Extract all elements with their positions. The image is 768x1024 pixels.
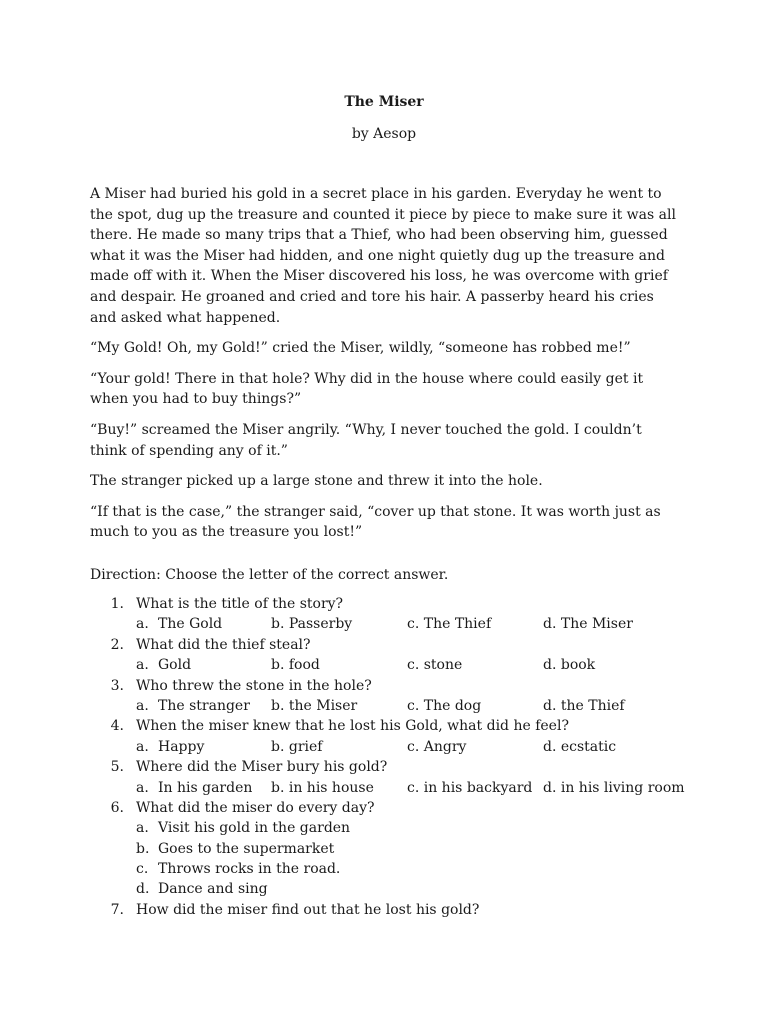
question-text: What did the miser do every day? bbox=[136, 799, 375, 816]
choice-row bbox=[0, 778, 768, 798]
question-row bbox=[0, 635, 768, 655]
story-paragraph: “Your gold! There in that hole? Why did in the house where could easily get it when you had to buy things?” bbox=[90, 370, 644, 408]
question-item bbox=[0, 594, 768, 635]
choice-b: b. food bbox=[271, 657, 320, 674]
choice-a: Happy bbox=[158, 738, 205, 755]
choice-c: c. in his backyard bbox=[407, 779, 533, 796]
choice-b: b. grief bbox=[271, 738, 323, 755]
question-text: Where did the Miser bury his gold? bbox=[136, 759, 388, 776]
question-item bbox=[0, 798, 768, 900]
choice-b: b. in his house bbox=[271, 779, 374, 796]
story-paragraph: “If that is the case,” the stranger said, “cover up that stone. It was worth just as much to you as the treasure you lost!” bbox=[90, 503, 661, 541]
question-item bbox=[0, 635, 768, 676]
choice-c: c. The dog bbox=[407, 697, 482, 714]
choice-a: The stranger bbox=[158, 697, 250, 714]
direction-text: Direction: Choose the letter of the correct answer. bbox=[90, 567, 449, 583]
question-number: 2. bbox=[110, 636, 124, 653]
question-number: 5. bbox=[110, 759, 124, 776]
choice-d: d. in his living room bbox=[543, 779, 685, 796]
story-title: The Miser bbox=[344, 94, 424, 110]
choice-row bbox=[0, 737, 768, 757]
choice-letter: a. bbox=[136, 820, 149, 837]
question-row bbox=[0, 676, 768, 696]
story-paragraph: “My Gold! Oh, my Gold!” cried the Miser, wildly, “someone has robbed me!” bbox=[90, 340, 631, 357]
choice-letter: a. bbox=[136, 657, 149, 674]
choice-row bbox=[0, 839, 768, 859]
question-text: Who threw the stone in the hole? bbox=[136, 677, 372, 694]
question-number: 4. bbox=[110, 718, 124, 735]
choice-b: b. the Miser bbox=[271, 697, 358, 714]
question-item bbox=[0, 757, 768, 798]
choice-b: b. Passerby bbox=[271, 616, 353, 633]
choice-c: c. Angry bbox=[407, 738, 467, 755]
choice-letter: b. bbox=[136, 840, 150, 857]
choice-row bbox=[0, 818, 768, 838]
choice-letter: c. bbox=[136, 861, 149, 878]
choice-letter: a. bbox=[136, 738, 149, 755]
question-text: What did the thief steal? bbox=[136, 636, 311, 653]
choice-c: Throws rocks in the road. bbox=[158, 861, 341, 878]
question-row bbox=[0, 900, 768, 920]
choice-b: Goes to the supermarket bbox=[158, 840, 335, 857]
choice-d: Dance and sing bbox=[158, 881, 268, 898]
choice-a: In his garden bbox=[158, 779, 253, 796]
question-text: How did the miser find out that he lost his gold? bbox=[136, 901, 480, 918]
question-item bbox=[0, 900, 768, 920]
question-number: 1. bbox=[110, 596, 124, 612]
story-paragraph: The stranger picked up a large stone and threw it into the hole. bbox=[90, 473, 543, 490]
choice-c: c. The Thief bbox=[407, 616, 492, 633]
choice-a: Gold bbox=[158, 657, 192, 674]
question-row bbox=[0, 757, 768, 777]
choice-row bbox=[0, 614, 768, 634]
question-row bbox=[0, 798, 768, 818]
question-number: 3. bbox=[110, 677, 124, 694]
choice-row bbox=[0, 859, 768, 879]
choice-row bbox=[0, 696, 768, 716]
story-body bbox=[90, 184, 680, 553]
choice-a: The Gold bbox=[158, 616, 223, 633]
question-text: When the miser knew that he lost his Gold, what did he feel? bbox=[136, 718, 569, 735]
choice-a: Visit his gold in the garden bbox=[158, 820, 351, 837]
choice-d: d. ecstatic bbox=[543, 738, 617, 755]
choice-row bbox=[0, 879, 768, 899]
question-row bbox=[0, 594, 768, 614]
question-list bbox=[0, 594, 768, 920]
choice-letter: d. bbox=[136, 881, 150, 898]
choice-d: d. the Thief bbox=[543, 697, 625, 714]
choice-d: d. The Miser bbox=[543, 616, 633, 633]
question-text: What is the title of the story? bbox=[136, 596, 344, 612]
story-author: by Aesop bbox=[351, 126, 417, 142]
choice-d: d. book bbox=[543, 657, 596, 674]
question-item bbox=[0, 676, 768, 717]
story-paragraph: “Buy!” screamed the Miser angrily. “Why, I never touched the gold. I couldn’t think of spending any of it.” bbox=[90, 421, 642, 459]
choice-letter: a. bbox=[136, 616, 149, 633]
choice-c: c. stone bbox=[407, 657, 463, 674]
question-number: 6. bbox=[110, 799, 124, 816]
choice-row bbox=[0, 655, 768, 675]
choice-letter: a. bbox=[136, 779, 149, 796]
question-row bbox=[0, 716, 768, 736]
question-item bbox=[0, 716, 768, 757]
question-number: 7. bbox=[110, 901, 124, 918]
story-paragraph: A Miser had buried his gold in a secret place in his garden. Everyday he went to the spot, dug up the treasure and counted it piece by piece to make sure it was all there. He made so many trips that a Thief, who had been observing him, guessed what it was the Miser had hidden, and one night quietly dug up the treasure and made off with it. When the Miser discovered his loss, he was overcome with grief and despair. He groaned and cried and tore his hair. A passerby heard his cries and asked what happened. bbox=[90, 186, 676, 326]
choice-letter: a. bbox=[136, 697, 149, 714]
